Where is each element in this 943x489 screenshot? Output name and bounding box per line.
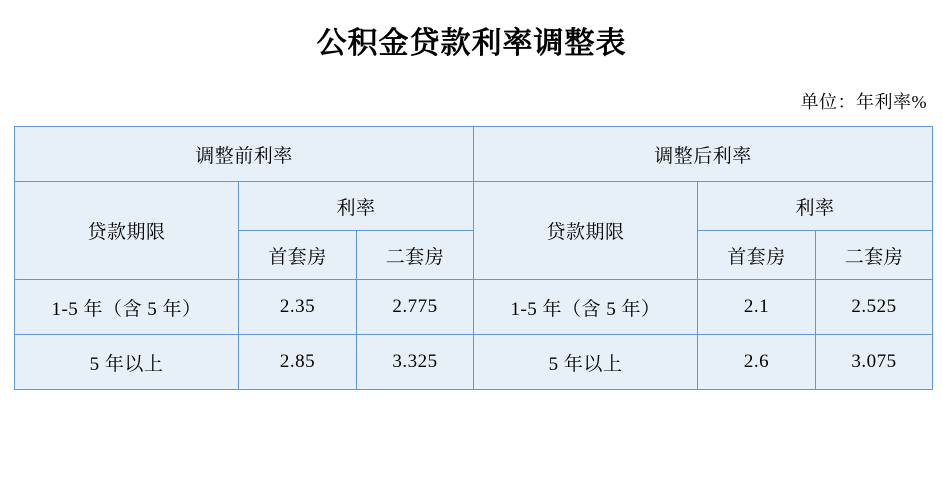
table-row [15,280,933,335]
subheader-second-home-before: 二套房 [357,231,474,280]
period-header-before: 贷款期限 [15,182,239,280]
cell-period-before: 1-5 年（含 5 年） [15,280,239,335]
cell-first-home-before: 2.35 [239,280,357,335]
cell-second-home-before: 3.325 [357,335,474,390]
subheader-first-home-before: 首套房 [239,231,357,280]
cell-second-home-before: 2.775 [357,280,474,335]
document-page [0,26,943,489]
cell-period-before: 5 年以上 [15,335,239,390]
cell-first-home-after: 2.1 [698,280,816,335]
group-header-before: 调整前利率 [15,127,474,182]
subheader-second-home-after: 二套房 [816,231,933,280]
rate-adjustment-table [14,126,933,390]
period-header-after: 贷款期限 [474,182,698,280]
cell-first-home-after: 2.6 [698,335,816,390]
rate-header-after: 利率 [698,182,933,231]
table-header-row-rate [15,182,933,231]
cell-second-home-after: 3.075 [816,335,933,390]
rate-header-before: 利率 [239,182,474,231]
group-header-after: 调整后利率 [474,127,933,182]
subheader-first-home-after: 首套房 [698,231,816,280]
cell-second-home-after: 2.525 [816,280,933,335]
cell-period-after: 5 年以上 [474,335,698,390]
page-title: 公积金贷款利率调整表 [316,27,627,60]
table-header-row-group [15,127,933,182]
unit-note: 单位：年利率% [800,92,927,112]
cell-period-after: 1-5 年（含 5 年） [474,280,698,335]
table-row [15,335,933,390]
cell-first-home-before: 2.85 [239,335,357,390]
